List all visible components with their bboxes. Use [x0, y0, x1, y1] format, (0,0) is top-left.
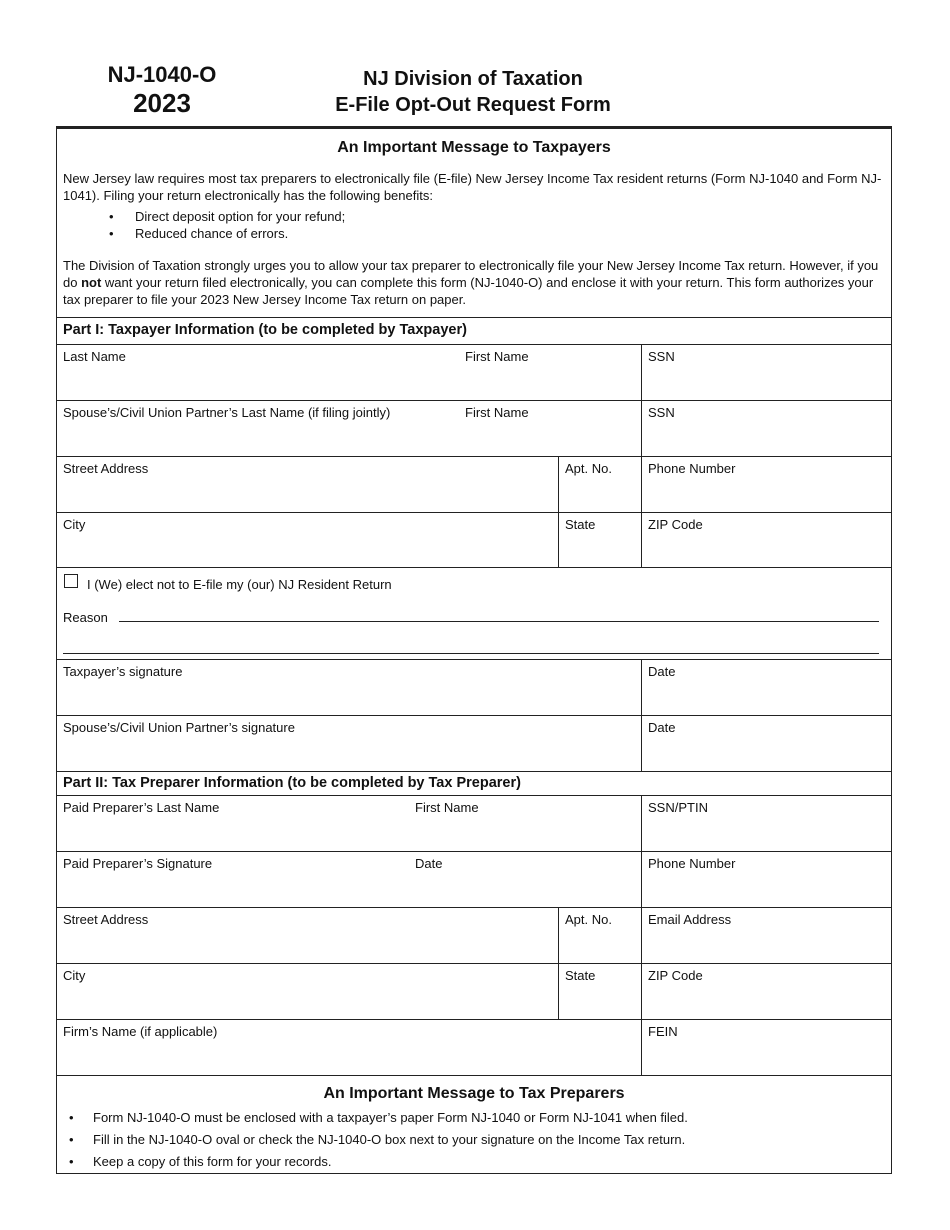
city-field[interactable] [57, 513, 558, 567]
reason-input-line-1[interactable] [119, 621, 879, 622]
street-address-label: Street Address [63, 461, 149, 476]
preparer-street-field[interactable] [57, 908, 558, 963]
spouse-date-field[interactable] [641, 716, 891, 771]
election-row [57, 568, 891, 660]
zip-code-field[interactable] [641, 513, 891, 567]
form-id-block [100, 64, 224, 116]
part2-title: Part II: Tax Preparer Information (to be completed by Tax Preparer) [63, 775, 521, 791]
preparer-zip-label: ZIP Code [648, 968, 703, 983]
list-item: • Form NJ-1040-O must be enclosed with a taxpayer’s paper Form NJ-1040 or Form NJ-1041 when filed. [67, 1109, 688, 1131]
firm-row [57, 1020, 891, 1076]
ssn-ptin-label: SSN/PTIN [648, 800, 708, 815]
phone-number-field[interactable] [641, 457, 891, 512]
preparer-city-field[interactable] [57, 964, 558, 1019]
part1-header [57, 318, 891, 345]
state-field[interactable] [558, 513, 641, 567]
taxpayer-signature-label: Taxpayer’s signature [63, 664, 183, 679]
urge-text-end: want your return filed electronically, you can complete this form (NJ-1040-O) and enclose it with your return. This form authorizes your tax preparer to file your 2023 New Jersey Income Tax return on paper. [63, 275, 874, 307]
opt-out-checkbox[interactable] [64, 574, 78, 588]
ssn-field[interactable] [641, 345, 891, 400]
taxpayer-address-row [57, 457, 891, 513]
preparer-date-label: Date [415, 856, 443, 871]
urge-text-start: The Division of Taxation strongly urges you to allow your tax preparer to electronically file your New Jersey Income Tax return. However, if you do [63, 258, 879, 290]
preparer-city-row [57, 964, 891, 1020]
preparer-last-name-label: Paid Preparer’s Last Name [63, 800, 220, 815]
reason-input-line-2[interactable] [63, 653, 879, 654]
spouse-name-row [57, 401, 891, 457]
taxpayer-message-title: An Important Message to Taxpayers [337, 139, 611, 156]
preparer-message-list [67, 1109, 688, 1175]
preparer-phone-field[interactable] [641, 852, 891, 907]
part1-title: Part I: Taxpayer Information (to be completed by Taxpayer) [63, 322, 467, 338]
fein-label: FEIN [648, 1024, 678, 1039]
list-item: • Fill in the NJ-1040-O oval or check the NJ-1040-O box next to your signature on the Income Tax return. [67, 1131, 688, 1153]
urge-text-emphasis: not [81, 275, 102, 290]
firm-name-field[interactable] [57, 1020, 641, 1075]
taxpayer-date-field[interactable] [641, 660, 891, 715]
spouse-date-label: Date [648, 720, 676, 735]
preparer-email-label: Email Address [648, 912, 732, 927]
preparer-last-name-field[interactable] [57, 796, 641, 851]
list-item: • Reduced chance of errors. [107, 225, 345, 242]
taxpayer-message-urge [63, 257, 883, 308]
form-number: NJ-1040-O [107, 62, 217, 87]
spouse-ssn-label: SSN [648, 405, 675, 420]
city-label: City [63, 517, 86, 532]
street-address-field[interactable] [57, 457, 558, 512]
phone-number-label: Phone Number [648, 461, 736, 476]
form-year: 2023 [133, 88, 191, 118]
preparer-signature-field[interactable] [57, 852, 641, 907]
spouse-signature-label: Spouse’s/Civil Union Partner’s signature [63, 720, 295, 735]
taxpayer-city-row [57, 513, 891, 568]
spouse-signature-row [57, 716, 891, 772]
firm-name-label: Firm’s Name (if applicable) [63, 1024, 218, 1039]
taxpayer-message-intro: New Jersey law requires most tax preparers to electronically file (E-file) New Jersey Income Tax resident returns (Form NJ-1040 and Form NJ-1041). Filing your return electronically has the following benefits: [63, 171, 882, 203]
form-header-title [290, 66, 656, 118]
taxpayer-message-section [57, 129, 891, 318]
first-name-label: First Name [465, 349, 529, 364]
taxpayer-signature-field[interactable] [57, 660, 641, 715]
preparer-apt-field[interactable] [558, 908, 641, 963]
list-item: • Direct deposit option for your refund; [107, 208, 345, 225]
preparer-message-section [57, 1076, 891, 1176]
taxpayer-name-row [57, 345, 891, 401]
preparer-address-row [57, 908, 891, 964]
opt-out-label: I (We) elect not to E-file my (our) NJ Resident Return [87, 577, 392, 592]
preparer-city-label: City [63, 968, 86, 983]
apt-no-label: Apt. No. [565, 461, 612, 476]
reason-label: Reason [63, 610, 108, 625]
agency-name: NJ Division of Taxation [363, 68, 583, 90]
state-label: State [565, 517, 596, 532]
spouse-last-name-field[interactable] [57, 401, 641, 456]
preparer-name-row [57, 796, 891, 852]
taxpayer-date-label: Date [648, 664, 676, 679]
preparer-email-field[interactable] [641, 908, 891, 963]
preparer-state-field[interactable] [558, 964, 641, 1019]
preparer-apt-label: Apt. No. [565, 912, 612, 927]
spouse-signature-field[interactable] [57, 716, 641, 771]
taxpayer-signature-row [57, 660, 891, 716]
form-title: E-File Opt-Out Request Form [335, 94, 611, 116]
preparer-phone-label: Phone Number [648, 856, 736, 871]
ssn-ptin-field[interactable] [641, 796, 891, 851]
zip-code-label: ZIP Code [648, 517, 703, 532]
form-body [56, 126, 892, 1174]
apt-no-field[interactable] [558, 457, 641, 512]
preparer-street-label: Street Address [63, 912, 149, 927]
preparer-zip-field[interactable] [641, 964, 891, 1019]
preparer-state-label: State [565, 968, 596, 983]
last-name-label: Last Name [63, 349, 126, 364]
spouse-last-name-label: Spouse’s/Civil Union Partner’s Last Name (if filing jointly) [63, 405, 391, 420]
fein-field[interactable] [641, 1020, 891, 1075]
spouse-first-name-label: First Name [465, 405, 529, 420]
benefits-list [107, 208, 345, 242]
ssn-label: SSN [648, 349, 675, 364]
spouse-ssn-field[interactable] [641, 401, 891, 456]
preparer-signature-label: Paid Preparer’s Signature [63, 856, 213, 871]
preparer-message-title: An Important Message to Tax Preparers [323, 1085, 625, 1102]
preparer-signature-row [57, 852, 891, 908]
list-item: • Keep a copy of this form for your records. [67, 1153, 688, 1175]
preparer-first-name-label: First Name [415, 800, 479, 815]
part2-header [57, 772, 891, 796]
last-name-field[interactable] [57, 345, 641, 400]
